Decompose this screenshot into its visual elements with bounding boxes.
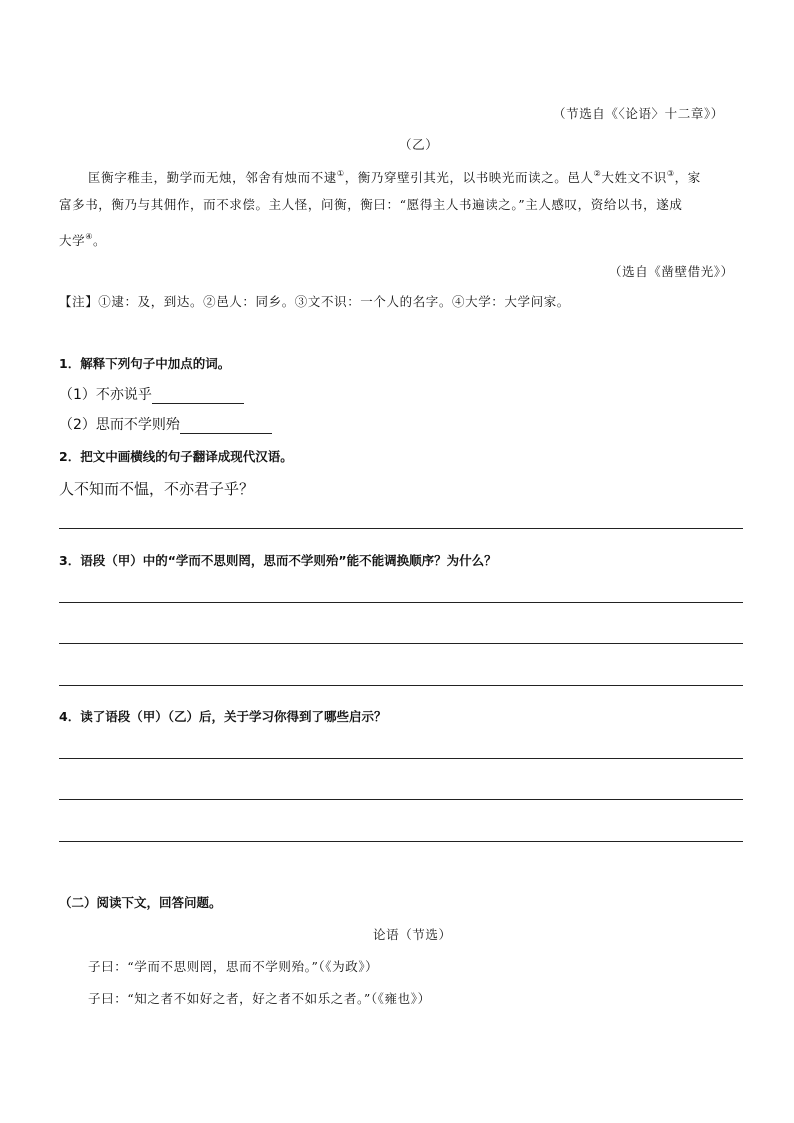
yi-line1-part-b: ，衡乃穿壁引其光，以书映光而读之。邑人	[344, 170, 594, 185]
yi-passage-line-2: 富多书，衡乃与其佣作，而不求偿。主人怪，问衡，衡曰：“愿得主人书遍读之。”主人感叹，资给以书，遂成	[59, 197, 683, 212]
answer-blank-1[interactable]	[152, 389, 244, 404]
yi-line1-part-c: 大姓文不识	[601, 170, 667, 185]
yi-line1-part-d: ，家	[674, 170, 701, 185]
section-2-line-1: 子曰：“学而不思则罔，思而不学则殆。”（《为政》）	[88, 959, 379, 974]
yi-passage-line-3	[59, 222, 106, 256]
answer-line-q2[interactable]	[59, 528, 743, 529]
answer-line-q4-1[interactable]	[59, 758, 743, 759]
annotation-notes: 【注】①逮：及，到达。②邑人：同乡。③文不识：一个人的名字。④大学：大学问家。	[59, 294, 570, 309]
question-1-item-2-text: （2）思而不学则殆	[59, 417, 180, 433]
note-marker-2: ②	[593, 169, 602, 178]
answer-line-q4-3[interactable]	[59, 841, 743, 842]
yi-line3-part-b: 。	[92, 233, 107, 248]
note-marker-3: ③	[666, 169, 675, 178]
yi-line1-part-a: 匡衡字稚圭，勤学而无烛，邻舍有烛而不逮	[88, 170, 337, 185]
section-2-title: 论语（节选）	[373, 927, 452, 942]
answer-line-q3-1[interactable]	[59, 602, 743, 603]
yi-passage-line-1	[88, 159, 701, 193]
answer-line-q3-3[interactable]	[59, 685, 743, 686]
section-2-heading: （二）阅读下文，回答问题。	[59, 895, 222, 910]
answer-blank-2[interactable]	[180, 419, 272, 434]
question-1: 1．解释下列句子中加点的词。	[59, 356, 231, 371]
section-2-line-2: 子曰：“知之者不如好之者，好之者不如乐之者。”（《雍也》）	[88, 991, 431, 1006]
note-marker-4: ④	[85, 232, 93, 241]
note-marker-1: ①	[336, 169, 345, 178]
question-1-item-1-text: （1）不亦说乎	[59, 387, 152, 403]
section-title-yi: （乙）	[399, 137, 439, 152]
yi-line3-part-a: 大学	[59, 233, 86, 248]
source-citation-jia: （节选自《〈论语〉十二章》）	[553, 106, 724, 121]
question-2-sentence: 人不知而不愠，不亦君子乎？	[59, 480, 255, 498]
question-2: 2．把文中画横线的句子翻译成现代汉语。	[59, 449, 293, 464]
source-citation-yi: （选自《凿壁借光》）	[609, 264, 734, 279]
question-4: 4．读了语段（甲）（乙）后，关于学习你得到了哪些启示？	[59, 709, 387, 724]
question-3: 3．语段（甲）中的“学而不思则罔，思而不学则殆”能不能调换顺序？为什么？	[59, 553, 497, 568]
question-1-item-1	[59, 384, 244, 404]
answer-line-q3-2[interactable]	[59, 643, 743, 644]
answer-line-q4-2[interactable]	[59, 799, 743, 800]
question-1-item-2	[59, 414, 272, 434]
